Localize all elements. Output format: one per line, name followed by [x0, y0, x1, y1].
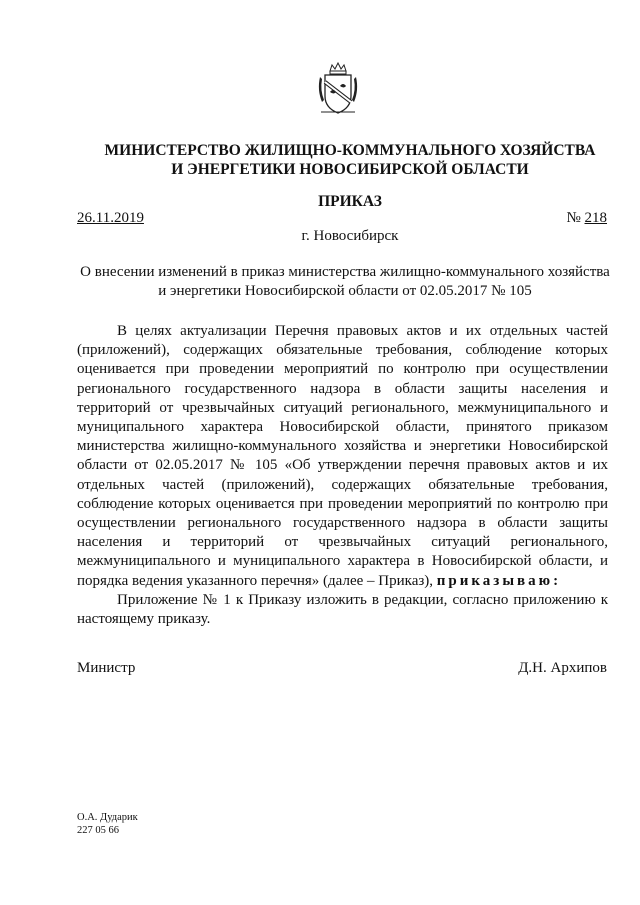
document-type-title: ПРИКАЗ [318, 193, 382, 210]
ministry-name-line-1: МИНИСТЕРСТВО ЖИЛИЩНО-КОММУНАЛЬНОГО ХОЗЯЙСТВА [104, 142, 596, 159]
contact-name: О.А. Дударик [77, 812, 138, 823]
order-word: приказываю: [436, 572, 562, 589]
document-subject: О внесении изменений в приказ министерства жилищно-коммунального хозяйства и энергетики Новосибирской области от 02.05.2017 № 105 [80, 264, 610, 299]
signer-name: Д.Н. Архипов [518, 660, 607, 676]
body-paragraph-2: Приложение № 1 к Приказу изложить в редакции, согласно приложению к настоящему приказу. [77, 591, 608, 628]
body-paragraph-1 [77, 322, 608, 591]
document-city: г. Новосибирск [301, 228, 399, 244]
contact-phone: 227 05 66 [77, 825, 119, 836]
contact-block [77, 811, 138, 837]
number-value: 218 [584, 210, 607, 226]
document-body [77, 322, 608, 629]
body-paragraph-1-text: В целях актуализации Перечня правовых актов и их отдельных частей (приложений), содержащих обязательные требования, соблюдение которых оценивается при проведении мероприятий по контролю при осуществлении регионального государственного надзора в области защиты населения и территорий от чрезвычайных ситуаций регионального, межмуниципального и муниципального характера Новосибирской области, принятого приказом министерства жилищно-коммунального хозяйства и энергетики Новосибирской области от 02.05.2017 № 105 «Об утверждении перечня правовых актов и их отдельных частей (приложений), содержащих обязательные требования, соблюдение которых оценивается при проведении мероприятий по контролю при осуществлении регионального государственного надзора в области защиты населения и территорий от чрезвычайных ситуаций регионального, межмуниципального и муниципального характера в Новосибирской области, и порядка ведения указанного перечня» (далее – Приказ), [77, 323, 608, 589]
ministry-name-line-2: И ЭНЕРГЕТИКИ НОВОСИБИРСКОЙ ОБЛАСТИ [171, 161, 529, 178]
novosibirsk-coat-of-arms-icon [316, 62, 360, 116]
signer-role: Министр [77, 660, 136, 676]
document-number [566, 210, 607, 227]
document-date: 26.11.2019 [77, 210, 144, 226]
number-prefix: № [566, 210, 581, 226]
